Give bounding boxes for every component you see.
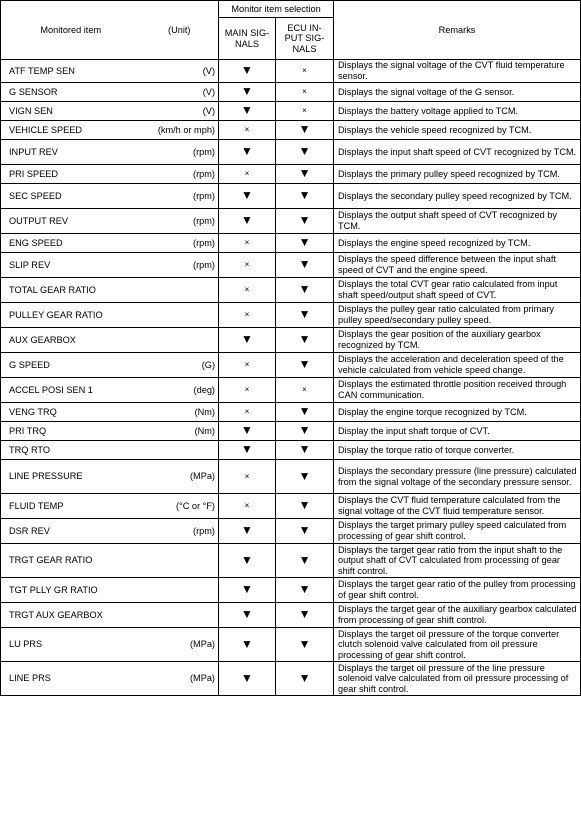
not-selected-x-icon: × <box>244 125 250 135</box>
remarks-text: Displays the target oil pressure of the torque converter clutch solenoid valve calculated from oil pressure processing of gear shift control. <box>334 628 581 662</box>
remarks-text: Displays the input shaft speed of CVT recognized by TCM. <box>334 140 581 165</box>
not-selected-x-icon: × <box>302 87 307 97</box>
main-signals-mark <box>219 519 276 544</box>
remarks-text: Displays the primary pulley speed recognized by TCM. <box>334 165 581 184</box>
table-row <box>1 140 581 165</box>
table-row <box>1 441 581 460</box>
remarks-text: Displays the target oil pressure of the line pressure solenoid valve calculated from oil pressure processing of gear shift control. <box>334 662 581 696</box>
main-signals-mark <box>219 184 276 209</box>
selected-triangle-icon: ▼ <box>298 423 311 438</box>
not-selected-x-icon: × <box>302 385 307 395</box>
monitored-item-name: TOTAL GEAR RATIO <box>1 278 141 303</box>
main-signals-mark <box>219 303 276 328</box>
table-row <box>1 578 581 603</box>
selected-triangle-icon: ▼ <box>298 670 311 685</box>
main-signals-mark <box>219 83 276 102</box>
remarks-text: Displays the CVT fluid temperature calculated from the signal voltage of the CVT fluid temperature sensor. <box>334 494 581 519</box>
selected-triangle-icon: ▼ <box>298 166 311 181</box>
ecu-input-signals-mark <box>276 628 334 662</box>
remarks-text: Displays the target gear ratio from the input shaft to the output shaft of CVT calculated from processing of gear shift control. <box>334 544 581 578</box>
ecu-input-signals-mark <box>276 519 334 544</box>
header-unit: (Unit) <box>141 1 219 60</box>
selected-triangle-icon: ▼ <box>241 607 253 622</box>
monitored-item-name: PULLEY GEAR RATIO <box>1 303 141 328</box>
not-selected-x-icon: × <box>244 407 250 417</box>
table-row <box>1 121 581 140</box>
selected-triangle-icon: ▼ <box>298 332 311 347</box>
monitored-item-unit: (°C or °F) <box>141 494 219 519</box>
main-signals-mark <box>219 209 276 234</box>
main-signals-mark <box>219 603 276 628</box>
selected-triangle-icon: ▼ <box>298 552 311 567</box>
remarks-text: Displays the total CVT gear ratio calculated from input shaft speed/output shaft speed of CVT. <box>334 278 581 303</box>
remarks-text: Displays the output shaft speed of CVT recognized by TCM. <box>334 209 581 234</box>
selected-triangle-icon: ▼ <box>241 423 253 438</box>
monitored-item-name: VIGN SEN <box>1 102 141 121</box>
table-row <box>1 83 581 102</box>
ecu-input-signals-mark <box>276 165 334 184</box>
ecu-input-signals-mark <box>276 403 334 422</box>
monitored-item-unit: (G) <box>141 353 219 378</box>
monitored-item-name: SEC SPEED <box>1 184 141 209</box>
monitored-item-name: G SPEED <box>1 353 141 378</box>
table-row <box>1 519 581 544</box>
ecu-input-signals-mark <box>276 422 334 441</box>
ecu-input-signals-mark <box>276 234 334 253</box>
selected-triangle-icon: ▼ <box>298 282 311 297</box>
selected-triangle-icon: ▼ <box>241 442 253 457</box>
ecu-input-signals-mark <box>276 378 334 403</box>
remarks-text: Display the engine torque recognized by TCM. <box>334 403 581 422</box>
remarks-text: Displays the target primary pulley speed calculated from processing of gear shift control. <box>334 519 581 544</box>
ecu-input-signals-mark <box>276 209 334 234</box>
selected-triangle-icon: ▼ <box>298 357 311 372</box>
table-row <box>1 544 581 578</box>
table-row <box>1 303 581 328</box>
remarks-text: Displays the secondary pulley speed recognized by TCM. <box>334 184 581 209</box>
not-selected-x-icon: × <box>302 106 307 116</box>
not-selected-x-icon: × <box>302 66 307 76</box>
main-signals-mark <box>219 165 276 184</box>
ecu-input-signals-mark <box>276 441 334 460</box>
selected-triangle-icon: ▼ <box>298 257 311 272</box>
header-main-signals: MAIN SIG- NALS <box>219 18 276 60</box>
monitored-item-name: ENG SPEED <box>1 234 141 253</box>
table-row <box>1 184 581 209</box>
table-row <box>1 60 581 83</box>
not-selected-x-icon: × <box>244 310 250 320</box>
table-row <box>1 328 581 353</box>
monitored-item-name: PRI TRQ <box>1 422 141 441</box>
selected-triangle-icon: ▼ <box>241 63 253 78</box>
ecu-input-signals-mark <box>276 303 334 328</box>
ecu-input-signals-mark <box>276 253 334 278</box>
remarks-text: Displays the estimated throttle position received through CAN communication. <box>334 378 581 403</box>
not-selected-x-icon: × <box>244 385 250 395</box>
not-selected-x-icon: × <box>244 238 250 248</box>
selected-triangle-icon: ▼ <box>241 144 253 159</box>
remarks-text: Displays the gear position of the auxiliary gearbox recognized by TCM. <box>334 328 581 353</box>
selected-triangle-icon: ▼ <box>298 607 311 622</box>
selected-triangle-icon: ▼ <box>241 636 253 651</box>
table-row <box>1 165 581 184</box>
not-selected-x-icon: × <box>244 260 250 270</box>
selected-triangle-icon: ▼ <box>298 442 311 457</box>
remarks-text: Displays the pulley gear ratio calculated from primary pulley speed/secondary pulley speed. <box>334 303 581 328</box>
monitored-item-name: DSR REV <box>1 519 141 544</box>
not-selected-x-icon: × <box>244 169 250 179</box>
monitored-item-unit: (rpm) <box>141 165 219 184</box>
not-selected-x-icon: × <box>244 360 250 370</box>
monitored-item-name: AUX GEARBOX <box>1 328 141 353</box>
remarks-text: Displays the secondary pressure (line pressure) calculated from the signal voltage of the secondary pressure sensor. <box>334 460 581 494</box>
monitored-item-name: INPUT REV <box>1 140 141 165</box>
ecu-input-signals-mark <box>276 662 334 696</box>
header-remarks: Remarks <box>334 1 581 60</box>
not-selected-x-icon: × <box>244 471 250 481</box>
table-row <box>1 234 581 253</box>
main-signals-mark <box>219 234 276 253</box>
main-signals-mark <box>219 353 276 378</box>
monitored-item-unit: (MPa) <box>141 628 219 662</box>
table-row <box>1 628 581 662</box>
main-signals-mark <box>219 460 276 494</box>
monitored-item-unit: (rpm) <box>141 140 219 165</box>
monitored-item-unit <box>141 578 219 603</box>
selected-triangle-icon: ▼ <box>241 582 253 597</box>
main-signals-mark <box>219 278 276 303</box>
remarks-text: Displays the signal voltage of the CVT fluid temperature sensor. <box>334 60 581 83</box>
main-signals-mark <box>219 328 276 353</box>
monitored-item-name: LU PRS <box>1 628 141 662</box>
main-signals-mark <box>219 662 276 696</box>
monitored-item-unit: (rpm) <box>141 253 219 278</box>
selected-triangle-icon: ▼ <box>298 582 311 597</box>
monitored-item-name: TRGT AUX GEARBOX <box>1 603 141 628</box>
monitored-item-unit <box>141 303 219 328</box>
main-signals-mark <box>219 121 276 140</box>
table-row <box>1 603 581 628</box>
main-signals-mark <box>219 578 276 603</box>
monitored-item-name: TRQ RTO <box>1 441 141 460</box>
table-row <box>1 403 581 422</box>
selected-triangle-icon: ▼ <box>298 144 311 159</box>
monitored-item-unit: (MPa) <box>141 662 219 696</box>
ecu-input-signals-mark <box>276 544 334 578</box>
ecu-input-signals-mark <box>276 140 334 165</box>
monitored-item-name: TRGT GEAR RATIO <box>1 544 141 578</box>
table-row <box>1 102 581 121</box>
ecu-input-signals-mark <box>276 578 334 603</box>
monitored-item-unit <box>141 603 219 628</box>
main-signals-mark <box>219 494 276 519</box>
monitored-item-name: LINE PRESSURE <box>1 460 141 494</box>
remarks-text: Displays the battery voltage applied to TCM. <box>334 102 581 121</box>
selected-triangle-icon: ▼ <box>298 213 311 228</box>
header-ecu-input-signals: ECU IN- PUT SIG- NALS <box>276 18 334 60</box>
selected-triangle-icon: ▼ <box>241 84 253 99</box>
selected-triangle-icon: ▼ <box>298 404 311 419</box>
selected-triangle-icon: ▼ <box>298 523 311 538</box>
main-signals-mark <box>219 140 276 165</box>
main-signals-mark <box>219 544 276 578</box>
selected-triangle-icon: ▼ <box>298 235 311 250</box>
ecu-input-signals-mark <box>276 328 334 353</box>
monitored-item-unit <box>141 328 219 353</box>
monitored-item-name: G SENSOR <box>1 83 141 102</box>
monitored-item-name: ACCEL POSI SEN 1 <box>1 378 141 403</box>
selected-triangle-icon: ▼ <box>298 307 311 322</box>
monitored-item-unit: (V) <box>141 83 219 102</box>
table-row <box>1 662 581 696</box>
remarks-text: Displays the target gear ratio of the pulley from processing of gear shift control. <box>334 578 581 603</box>
monitored-item-name: VENG TRQ <box>1 403 141 422</box>
remarks-text: Display the torque ratio of torque converter. <box>334 441 581 460</box>
monitored-item-unit: (MPa) <box>141 460 219 494</box>
selected-triangle-icon: ▼ <box>298 498 311 513</box>
monitored-item-name: SLIP REV <box>1 253 141 278</box>
remarks-text: Displays the speed difference between the input shaft speed of CVT and the engine speed. <box>334 253 581 278</box>
header-monitor-item-selection: Monitor item selection <box>219 1 334 18</box>
remarks-text: Displays the target gear of the auxiliary gearbox calculated from processing of gear shift control. <box>334 603 581 628</box>
table-row <box>1 353 581 378</box>
ecu-input-signals-mark <box>276 60 334 83</box>
selected-triangle-icon: ▼ <box>241 670 253 685</box>
not-selected-x-icon: × <box>244 501 250 511</box>
not-selected-x-icon: × <box>244 285 250 295</box>
main-signals-mark <box>219 422 276 441</box>
selected-triangle-icon: ▼ <box>241 213 253 228</box>
remarks-text: Displays the signal voltage of the G sensor. <box>334 83 581 102</box>
monitored-item-unit: (Nm) <box>141 403 219 422</box>
table-row <box>1 209 581 234</box>
monitored-item-unit: (rpm) <box>141 209 219 234</box>
monitored-item-unit: (V) <box>141 60 219 83</box>
selected-triangle-icon: ▼ <box>298 636 311 651</box>
monitored-item-name: OUTPUT REV <box>1 209 141 234</box>
ecu-input-signals-mark <box>276 353 334 378</box>
ecu-input-signals-mark <box>276 603 334 628</box>
monitored-item-name: TGT PLLY GR RATIO <box>1 578 141 603</box>
table-row <box>1 278 581 303</box>
ecu-input-signals-mark <box>276 278 334 303</box>
ecu-input-signals-mark <box>276 102 334 121</box>
table-row <box>1 460 581 494</box>
ecu-input-signals-mark <box>276 83 334 102</box>
monitored-item-name: FLUID TEMP <box>1 494 141 519</box>
selected-triangle-icon: ▼ <box>298 468 311 483</box>
monitored-item-name: PRI SPEED <box>1 165 141 184</box>
monitored-item-unit: (rpm) <box>141 519 219 544</box>
table-row <box>1 494 581 519</box>
selected-triangle-icon: ▼ <box>298 122 311 137</box>
monitored-item-unit <box>141 544 219 578</box>
selected-triangle-icon: ▼ <box>241 332 253 347</box>
main-signals-mark <box>219 378 276 403</box>
table-row <box>1 253 581 278</box>
ecu-input-signals-mark <box>276 494 334 519</box>
monitored-item-unit: (V) <box>141 102 219 121</box>
monitored-item-name: LINE PRS <box>1 662 141 696</box>
table-row <box>1 378 581 403</box>
selected-triangle-icon: ▼ <box>241 523 253 538</box>
remarks-text: Displays the acceleration and deceleration speed of the vehicle calculated from vehicle speed change. <box>334 353 581 378</box>
monitored-item-unit <box>141 278 219 303</box>
ecu-input-signals-mark <box>276 460 334 494</box>
monitored-item-unit: (rpm) <box>141 184 219 209</box>
table-row <box>1 422 581 441</box>
monitored-item-unit: (km/h or mph) <box>141 121 219 140</box>
selected-triangle-icon: ▼ <box>241 552 253 567</box>
main-signals-mark <box>219 441 276 460</box>
main-signals-mark <box>219 102 276 121</box>
ecu-input-signals-mark <box>276 184 334 209</box>
monitored-item-unit: (Nm) <box>141 422 219 441</box>
main-signals-mark <box>219 403 276 422</box>
header-monitored-item: Monitored item <box>1 1 141 60</box>
monitored-item-name: VEHICLE SPEED <box>1 121 141 140</box>
selected-triangle-icon: ▼ <box>241 188 253 203</box>
main-signals-mark <box>219 253 276 278</box>
remarks-text: Displays the vehicle speed recognized by TCM. <box>334 121 581 140</box>
main-signals-mark <box>219 628 276 662</box>
main-signals-mark <box>219 60 276 83</box>
ecu-input-signals-mark <box>276 121 334 140</box>
selected-triangle-icon: ▼ <box>241 103 253 118</box>
selected-triangle-icon: ▼ <box>298 188 311 203</box>
monitored-item-unit <box>141 441 219 460</box>
remarks-text: Displays the engine speed recognized by TCM. <box>334 234 581 253</box>
monitored-item-unit: (deg) <box>141 378 219 403</box>
remarks-text: Display the input shaft torque of CVT. <box>334 422 581 441</box>
monitored-item-name: ATF TEMP SEN <box>1 60 141 83</box>
monitored-item-unit: (rpm) <box>141 234 219 253</box>
